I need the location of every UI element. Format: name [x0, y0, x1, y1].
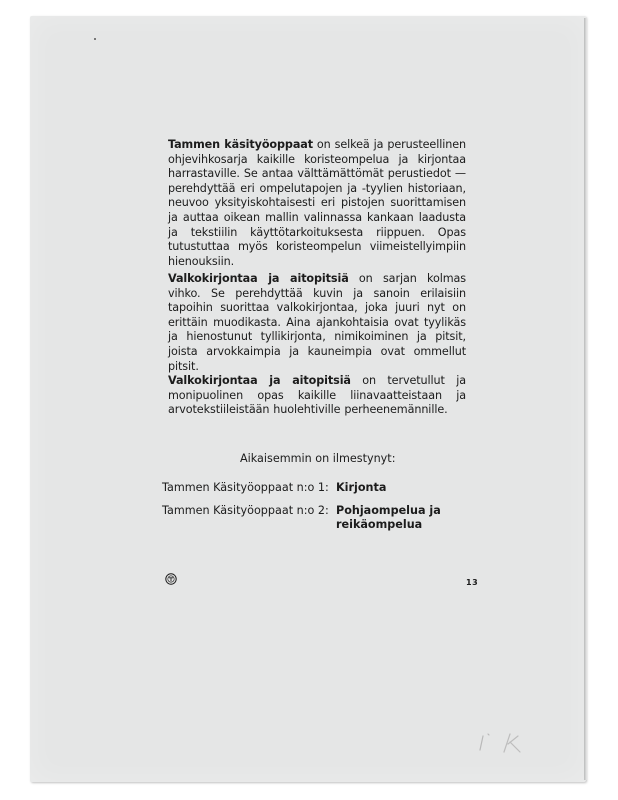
- pencil-marks: [474, 728, 538, 756]
- paper-speck: [94, 38, 96, 40]
- paragraph-volume-three-lead: Valkokirjontaa ja aitopitsiä: [168, 272, 349, 285]
- paper-edge: [584, 18, 587, 780]
- page-number: 13: [466, 578, 479, 587]
- paragraph-volume-three-text: on sarjan kolmas vihko. Se perehdyttää kuvin ja sanoin erilaisiin tapoihin suorittaa valkokirjontaa, joka juuri nyt on erittäin muodikasta. Aina ajankohtaisia ovat tyylikäs ja hienostunut tyllikirjonta, nimikoiminen ja pitsit, joista arvokkaimpia ja kauneimpia ovat ommellut pitsit.: [168, 272, 466, 373]
- list-item: [162, 481, 466, 496]
- previously-published-list: [162, 481, 466, 541]
- list-item: [162, 504, 466, 533]
- paragraph-intro: [168, 138, 466, 269]
- publisher-seal-icon: [165, 573, 177, 585]
- list-item-series: Tammen Käsityöoppaat n:o 1:: [162, 481, 329, 494]
- paragraph-intro-lead: Tammen käsityöoppaat: [168, 138, 313, 151]
- previously-published-heading: Aikaisemmin on ilmestynyt:: [240, 452, 396, 465]
- list-item-series: Tammen Käsityöoppaat n:o 2:: [162, 503, 329, 517]
- paragraph-intro-text: on selkeä ja perusteellinen ohjevihkosarja kaikille koristeompelua ja kirjontaa harrastaville. Se antaa välttämättömät perustiedot — perehdyttää eri ompelutapojen ja -tyylien historiaan, neuvoo yksityiskohtaisesti eri pistojen suorittamisen ja auttaa oikean mallin valinnassa kankaan laadusta ja tekstiilin käyttötarkoituksesta riippuen. Opas tutustuttaa myös koristeompelun viimeistellyimpiin hienouksiin.: [168, 138, 466, 268]
- paragraph-recommendation-lead: Valkokirjontaa ja aitopitsiä: [168, 374, 351, 387]
- paragraph-recommendation: [168, 374, 466, 418]
- list-item-title: Kirjonta: [336, 481, 387, 494]
- paragraph-recommendation-text: on tervetullut ja monipuolinen opas kaikille liinavaatteistaan ja arvotekstiileistään huolehtiville perheenemännille.: [168, 374, 466, 417]
- list-item-title: Pohjaompelua ja reikäompelua: [336, 503, 441, 532]
- paragraph-volume-three: [168, 272, 466, 374]
